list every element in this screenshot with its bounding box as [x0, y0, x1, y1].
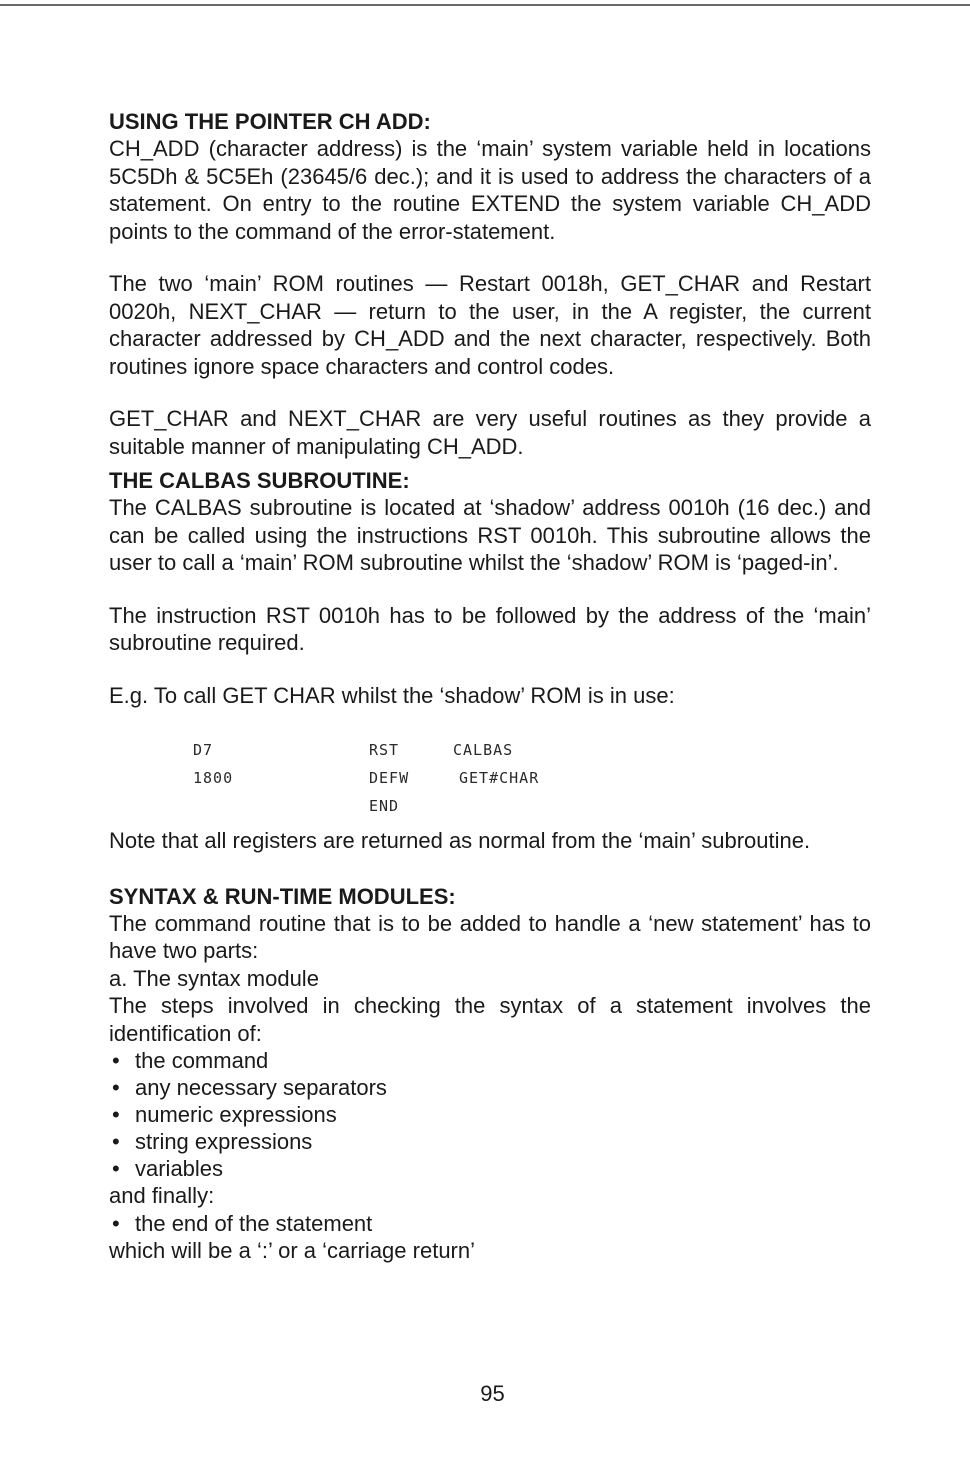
paragraph-and-finally: and finally: [109, 1183, 215, 1208]
code-mnemonic-2: DEFW [369, 769, 410, 787]
list-item: • numeric expressions [112, 1102, 337, 1127]
final-list [109, 1210, 871, 1237]
list-item: • string expressions [112, 1129, 313, 1154]
paragraph-main-rom-routines: The two ‘main’ ROM routines — Restart 0018h, GET_CHAR and Restart 0020h, NEXT_CHAR — return to the user, in the A register, the current character addressed by CH_ADD and the next character, respectively. Both routines ignore space characters and control codes. [109, 271, 871, 379]
top-border-line [0, 4, 970, 6]
paragraph-syntax-module: a. The syntax module [109, 965, 319, 991]
code-hex-2: 1800 [193, 769, 234, 787]
bullet-icon: • [112, 1048, 120, 1073]
paragraph-command-routine: The command routine that is to be added to handle a ‘new statement’ has to have two parts: [109, 910, 871, 963]
section-heading-syntax: SYNTAX & RUN-TIME MODULES: [109, 883, 456, 909]
bullet-icon: • [112, 1156, 120, 1181]
paragraph-ch-add: CH_ADD (character address) is the ‘main’ system variable held in locations 5C5Dh & 5C5Eh (23645/6 dec.); and it is used to address the characters of a statement. On entry to the routine EXTEND the system variable CH_ADD points to the command of the error-statement. [109, 136, 871, 244]
identification-list [109, 1047, 871, 1182]
bullet-icon: • [112, 1129, 120, 1154]
code-operand-2: GET#CHAR [459, 769, 540, 787]
paragraph-calbas: The CALBAS subroutine is located at ‘shadow’ address 0010h (16 dec.) and can be called using the instructions RST 0010h. This subroutine allows the user to call a ‘main’ ROM subroutine whilst the ‘shadow’ ROM is ‘paged-in’. [109, 495, 871, 575]
paragraph-carriage-return: which will be a ‘:’ or a ‘carriage return’ [109, 1237, 475, 1263]
list-item: • the command [112, 1048, 269, 1073]
list-item: • any necessary separators [112, 1075, 387, 1100]
section-heading-pointer: USING THE POINTER CH ADD: [109, 109, 431, 134]
code-hex-1: D7 [193, 741, 214, 759]
paragraph-steps: The steps involved in checking the syntax of a statement involves the identification of: [109, 993, 871, 1046]
list-item: • variables [112, 1156, 224, 1181]
code-mnemonic-3: END [369, 797, 400, 815]
page-number: 95 [480, 1381, 505, 1406]
bullet-icon: • [112, 1075, 120, 1100]
bullet-icon: • [112, 1102, 120, 1127]
code-operand-1: CALBAS [453, 741, 514, 759]
code-listing [109, 737, 871, 827]
code-mnemonic-1: RST [369, 741, 400, 759]
list-item: • the end of the statement [112, 1210, 373, 1236]
section-heading-calbas: THE CALBAS SUBROUTINE: [109, 468, 410, 493]
paragraph-registers-note: Note that all registers are returned as normal from the ‘main’ subroutine. [109, 828, 811, 853]
bullet-icon: • [112, 1210, 120, 1236]
page-content [109, 108, 871, 1264]
paragraph-get-next-char: GET_CHAR and NEXT_CHAR are very useful routines as they provide a suitable manner of manipulating CH_ADD. [109, 406, 871, 459]
paragraph-example: E.g. To call GET CHAR whilst the ‘shadow’ ROM is in use: [109, 682, 675, 708]
paragraph-rst-instruction: The instruction RST 0010h has to be followed by the address of the ‘main’ subroutine required. [109, 602, 871, 655]
